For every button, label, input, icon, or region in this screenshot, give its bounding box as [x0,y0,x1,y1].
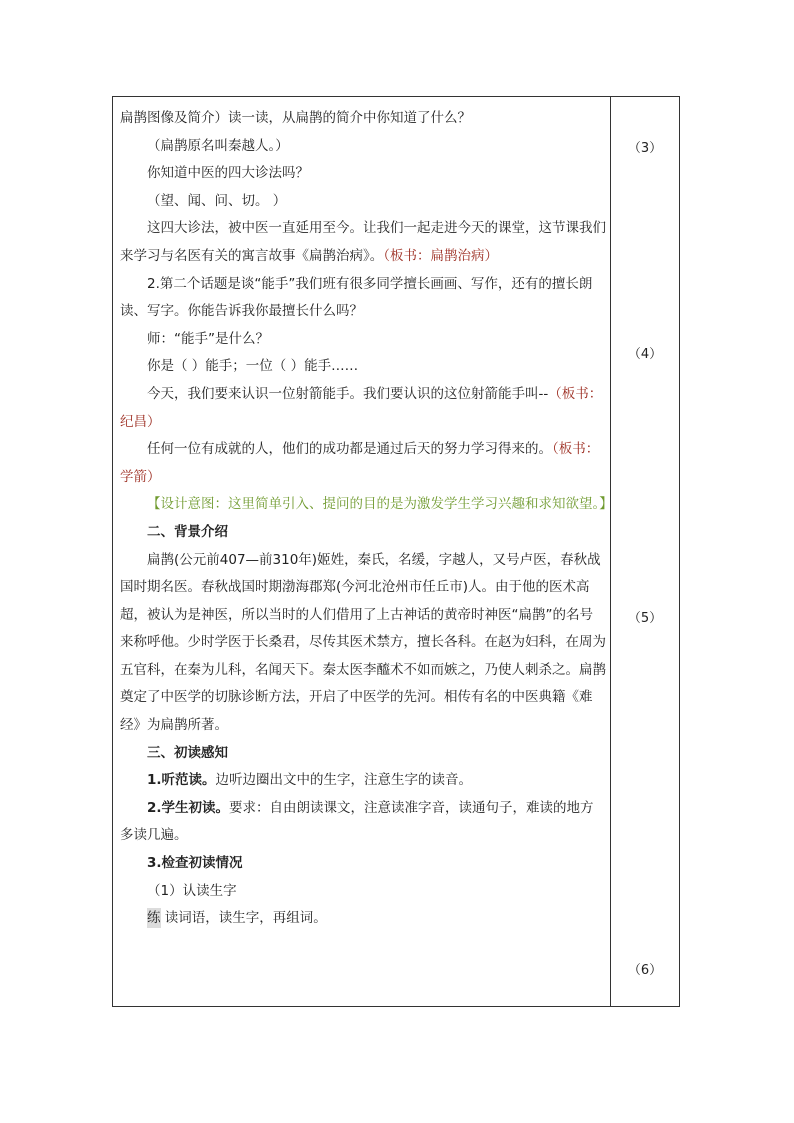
paragraph-practice: 练 读词语，读生字，再组词。 [147,910,327,927]
paragraph-answer-diagnosis: （望、闻、问、切。 ） [147,192,287,209]
paragraph-answer-name: （扁鹊原名叫秦越人。） [147,137,289,154]
paragraph-intro-question: 扁鹊图像及简介）读一读，从扁鹊的简介中你知道了什么？ [120,110,471,126]
step-number-3: （3） [627,141,663,156]
lesson-content [120,105,613,933]
paragraph-teacher-question: 师：“能手”是什么？ [147,330,269,347]
paragraph-background: 扁鹊(公元前407—前310年)姬姓，秦氏，名缓，字越人，又号卢医，春秋战国时期名医。春秋战国时期渤海郡郑(今河北沧州市任丘市)人。由于他的医术高超，被认为是神医，所以当时的人们借用了上古神话的黄帝时神医“扁鹊”的名号来称呼他。少时学医于长桑君，尽传其医术禁方，擅长各科。在赵为妇科，在周为五官科，在秦为儿科，名闻天下。秦太医李醯术不如而嫉之，乃使人刺杀之。扁鹊奠定了中医学的切脉诊断方法，开启了中医学的先河。相传有名的中医典籍《难经》为扁鹊所著。 [120,551,606,734]
step-number-4: （4） [627,347,663,362]
paragraph-recognize-characters: （1）认读生字 [147,882,237,899]
paragraph-check-reading: 3.检查初读情况 [147,855,243,872]
paragraph-question-diagnosis: 你知道中医的四大诊法吗？ [147,165,309,182]
step-number-6: （6） [627,963,663,978]
paragraph-topic-expert: 2.第二个话题是谈“能手”我们班有很多同学擅长画画、写作，还有的擅长朗读、写字。你能告诉我你最擅长什么吗？ [120,275,593,320]
step-number-5: （5） [627,611,663,626]
board-note-bianque: （板书：扁鹊治病） [383,247,498,264]
paragraph-fill-blank: 你是（ ）能手；一位（ ）能手…… [147,358,359,375]
column-divider [610,97,611,1006]
section-heading-first-reading: 三、初读感知 [147,744,228,761]
board-note-jichang: （板书：纪昌） [120,385,603,430]
practice-label: 练 [147,910,161,927]
paragraph-design-intent: 【设计意图：这里简单引入、提问的目的是为激发学生学习兴趣和求知欲望。】 [147,496,613,513]
paragraph-student-reading: 2.学生初读。要求：自由朗读课文，注意读准字音，读通句子，难读的地方多读几遍。 [120,799,594,844]
paragraph-success: 任何一位有成就的人，他们的成功都是通过后天的努力学习得来的。（板书：学箭） [120,441,600,485]
paragraph-listen-reading: 1.听范读。边听边圈出文中的生字，注意生字的读音。 [147,772,473,789]
paragraph-topic-intro: 这四大诊法，被中医一直延用至今。让我们一起走进今天的课堂，这节课我们来学习与名医有关的寓言故事《扁鹊治病》。（板书：扁鹊治病） [120,220,606,264]
lesson-table [112,96,680,1007]
paragraph-archer: 今天，我们要来认识一位射箭能手。我们要认识的这位射箭能手叫--（板书：纪昌） [120,385,603,430]
section-heading-background: 二、背景介绍 [147,523,228,540]
board-note-xuejian: （板书：学箭） [120,441,600,485]
